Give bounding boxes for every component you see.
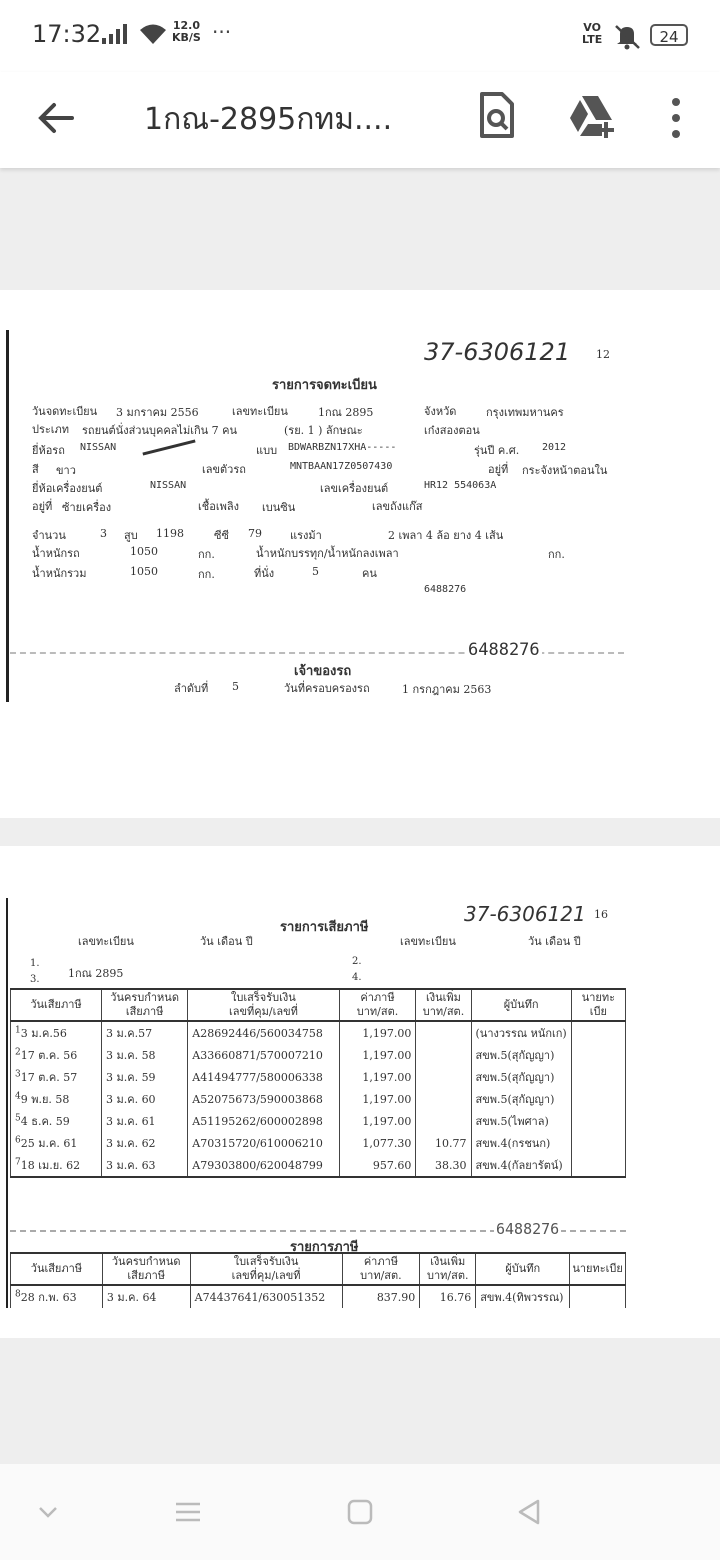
tax-table-2-header bbox=[11, 1253, 626, 1285]
registration-heading: รายการจดทะเบียน bbox=[272, 378, 377, 393]
cell-recorder: สขพ.5(สุกัญญา) bbox=[471, 1066, 571, 1088]
cell-receipt: A70315720/610006210 bbox=[188, 1132, 339, 1154]
cell-registrar bbox=[571, 1066, 625, 1088]
tax-heading-2: รายการภาษี bbox=[290, 1240, 359, 1255]
cell-receipt: A33660871/570007210 bbox=[188, 1044, 339, 1066]
reg-date-value: 3 มกราคม 2556 bbox=[116, 406, 199, 419]
registration-record bbox=[0, 290, 720, 818]
col-recorder: ผู้บันทึก bbox=[471, 989, 571, 1021]
page-number-2: 16 bbox=[594, 908, 608, 921]
table-row bbox=[11, 1110, 626, 1132]
cell-due: 3 ม.ค. 60 bbox=[101, 1088, 187, 1110]
tax-table bbox=[10, 988, 626, 1178]
row-number: 6 bbox=[15, 1135, 21, 1146]
cell-receipt: A52075673/590003868 bbox=[188, 1088, 339, 1110]
type-code: (รย. 1 ) ลักษณะ bbox=[284, 424, 363, 437]
cell-tax: 837.90 bbox=[342, 1285, 420, 1308]
cell-paid-date: 3 ม.ค.56 bbox=[20, 1027, 67, 1040]
tax-record bbox=[0, 846, 720, 1338]
cell-extra bbox=[416, 1044, 471, 1066]
cell-registrar bbox=[571, 1088, 625, 1110]
cell-due: 3 ม.ค. 62 bbox=[101, 1132, 187, 1154]
cell-recorder: สขพ.4(ทิพวรรณ) bbox=[476, 1285, 570, 1308]
row-number: 8 bbox=[15, 1289, 21, 1300]
handwritten-number-2: 37-6306121 bbox=[464, 902, 586, 926]
handwritten-number: 37-6306121 bbox=[424, 338, 571, 366]
cell-receipt: A28692446/560034758 bbox=[188, 1021, 339, 1044]
seat-label: ที่นั่ง bbox=[254, 567, 275, 580]
cell-paid-date: 17 ต.ค. 56 bbox=[20, 1049, 78, 1062]
cell-registrar bbox=[571, 1110, 625, 1132]
table-row bbox=[11, 1066, 626, 1088]
owner-heading: เจ้าของรถ bbox=[294, 664, 352, 679]
plate-row-4: 4. bbox=[352, 972, 362, 983]
chassis-location-value: กระจังหน้าตอนใน bbox=[522, 464, 608, 477]
cell-extra bbox=[416, 1088, 471, 1110]
cell-paid-date: 25 ม.ค. 61 bbox=[20, 1137, 78, 1150]
engine-brand-label: ยี่ห้อเครื่องยนต์ bbox=[32, 482, 103, 495]
navigation-bar bbox=[0, 1464, 720, 1560]
table-row bbox=[11, 1285, 626, 1308]
col-registrar: นายทะเบีย bbox=[570, 1253, 626, 1285]
total-weight-value: 1050 bbox=[130, 565, 158, 578]
cell-recorder: สขพ.5(ไพศาล) bbox=[471, 1110, 571, 1132]
col-registrar: นายทะเบีย bbox=[571, 989, 625, 1021]
cell-paid-date: 28 ก.พ. 63 bbox=[20, 1291, 77, 1304]
chassis-value: MNTBAAN17Z0507430 bbox=[290, 461, 393, 472]
cell-registrar bbox=[571, 1154, 625, 1177]
page-number: 12 bbox=[596, 348, 610, 361]
cell-recorder: สขพ.5(สุกัญญา) bbox=[471, 1044, 571, 1066]
cell-due: 3 ม.ค. 61 bbox=[101, 1110, 187, 1132]
col-paid-date: วันเสียภาษี bbox=[11, 989, 102, 1021]
cell-registrar bbox=[571, 1132, 625, 1154]
color-label: สี bbox=[32, 463, 39, 476]
signal-icon bbox=[100, 22, 130, 46]
back-triangle-icon[interactable] bbox=[512, 1494, 548, 1530]
cell-receipt: A79303800/620048799 bbox=[188, 1154, 339, 1177]
chassis-label: เลขตัวรถ bbox=[202, 463, 246, 476]
col-recorder: ผู้บันทึก bbox=[476, 1253, 570, 1285]
col-extra: เงินเพิ่ม บาท/สต. bbox=[420, 1253, 476, 1285]
count-label: จำนวน bbox=[32, 529, 66, 542]
date-header-left: วัน เดือน ปี bbox=[200, 935, 253, 948]
drive-add-icon[interactable] bbox=[566, 90, 618, 142]
date-header-right: วัน เดือน ปี bbox=[528, 935, 581, 948]
row-number: 2 bbox=[15, 1047, 21, 1058]
weight-unit: กก. bbox=[198, 548, 215, 561]
hp-value: 79 bbox=[248, 527, 262, 540]
table-row bbox=[11, 1154, 626, 1177]
row-number: 4 bbox=[15, 1091, 21, 1102]
home-square-icon[interactable] bbox=[342, 1494, 378, 1530]
col-tax: ค่าภาษี บาท/สต. bbox=[339, 989, 416, 1021]
col-receipt: ใบเสร็จรับเงิน เลขที่คุม/เลขที่ bbox=[190, 1253, 342, 1285]
weight-label: น้ำหนักรถ bbox=[32, 547, 80, 560]
cell-extra bbox=[416, 1066, 471, 1088]
engine-location-label: อยู่ที่ bbox=[32, 500, 53, 513]
cell-due: 3 ม.ค. 64 bbox=[102, 1285, 190, 1308]
table-row bbox=[11, 1044, 626, 1066]
gas-tank-label: เลขถังแก๊ส bbox=[372, 500, 423, 513]
app-bar bbox=[0, 72, 720, 168]
engine-brand-value: NISSAN bbox=[150, 480, 187, 491]
cell-recorder: สขพ.5(สุกัญญา) bbox=[471, 1088, 571, 1110]
status-time: 17:32 bbox=[32, 20, 102, 48]
cell-due: 3 ม.ค. 58 bbox=[101, 1044, 187, 1066]
col-due-date: วันครบกำหนด เสียภาษี bbox=[101, 989, 187, 1021]
more-vert-icon[interactable] bbox=[660, 92, 692, 144]
serial-page2: 6488276 bbox=[496, 1220, 560, 1238]
plate-header-right: เลขทะเบียน bbox=[400, 935, 456, 948]
pen-stroke bbox=[142, 440, 195, 456]
volte-indicator: VO LTE bbox=[582, 21, 603, 46]
col-extra: เงินเพิ่ม บาท/สต. bbox=[416, 989, 471, 1021]
chassis-location-label: อยู่ที่ bbox=[488, 463, 509, 476]
col-paid-date: วันเสียภาษี bbox=[11, 1253, 103, 1285]
battery-indicator: 24 bbox=[650, 24, 688, 46]
total-weight-label: น้ำหนักรวม bbox=[32, 567, 87, 580]
province-label: จังหวัด bbox=[424, 405, 457, 418]
cell-tax: 957.60 bbox=[339, 1154, 416, 1177]
bell-muted-icon bbox=[612, 22, 642, 50]
type-label: ประเภท bbox=[32, 423, 70, 436]
plate-row-3: 3. bbox=[30, 974, 40, 985]
engine-no-label: เลขเครื่องยนต์ bbox=[320, 482, 389, 495]
seat-value: 5 bbox=[312, 565, 319, 578]
row-number: 5 bbox=[15, 1113, 21, 1124]
seat-unit: คน bbox=[362, 567, 377, 580]
axle-wheel-value: 2 เพลา 4 ล้อ ยาง 4 เส้น bbox=[388, 529, 504, 542]
reg-no-value: 1กณ 2895 bbox=[318, 406, 374, 419]
cell-tax: 1,197.00 bbox=[339, 1044, 416, 1066]
table-row bbox=[11, 1132, 626, 1154]
arrow-left-icon[interactable] bbox=[32, 94, 80, 142]
plate-row-1-value: 1กณ 2895 bbox=[68, 967, 124, 980]
load-label: น้ำหนักบรรทุก/น้ำหนักลงเพลา bbox=[256, 547, 399, 560]
count-value: 3 bbox=[100, 527, 107, 540]
plate-row-1: 1. bbox=[30, 958, 40, 969]
row-number: 7 bbox=[15, 1157, 21, 1168]
table-row bbox=[11, 1021, 626, 1044]
cell-extra: 10.77 bbox=[416, 1132, 471, 1154]
document-page-2 bbox=[0, 846, 720, 1338]
owner-order-label: ลำดับที่ bbox=[174, 682, 209, 695]
google-lens-icon[interactable] bbox=[472, 90, 520, 142]
cell-paid-date: 9 พ.ย. 58 bbox=[20, 1093, 70, 1106]
model-label: แบบ bbox=[256, 444, 278, 457]
cell-paid-date: 4 ธ.ค. 59 bbox=[20, 1115, 70, 1128]
document-page-1 bbox=[0, 290, 720, 818]
col-tax: ค่าภาษี บาท/สต. bbox=[342, 1253, 420, 1285]
cell-registrar bbox=[570, 1285, 626, 1308]
possession-date-label: วันที่ครอบครองรถ bbox=[284, 682, 370, 695]
cylinder-label: สูบ bbox=[124, 529, 138, 542]
row-number: 1 bbox=[15, 1025, 21, 1036]
possession-date-value: 1 กรกฎาคม 2563 bbox=[402, 683, 492, 696]
fuel-value: เบนซิน bbox=[262, 501, 296, 514]
cell-extra bbox=[416, 1110, 471, 1132]
cell-tax: 1,197.00 bbox=[339, 1088, 416, 1110]
reg-no-label: เลขทะเบียน bbox=[232, 405, 288, 418]
cell-extra: 16.76 bbox=[420, 1285, 476, 1308]
menu-icon[interactable] bbox=[170, 1494, 206, 1530]
year-value: 2012 bbox=[542, 442, 567, 453]
owner-order-value: 5 bbox=[232, 680, 239, 693]
col-receipt: ใบเสร็จรับเงิน เลขที่คุม/เลขที่ bbox=[188, 989, 339, 1021]
cell-registrar bbox=[571, 1044, 625, 1066]
cell-tax: 1,197.00 bbox=[339, 1021, 416, 1044]
color-value: ขาว bbox=[56, 464, 76, 477]
network-speed: 12.0 KB/S bbox=[172, 19, 201, 44]
engine-no-value: HR12 554063A bbox=[424, 480, 497, 491]
body-style-value: เก๋งสองตอน bbox=[424, 424, 480, 437]
reg-date-label: วันจดทะเบียน bbox=[32, 405, 98, 418]
cell-receipt: A74437641/630051352 bbox=[190, 1285, 342, 1308]
year-label: รุ่นปี ค.ศ. bbox=[474, 444, 520, 457]
cell-extra bbox=[416, 1021, 471, 1044]
cell-due: 3 ม.ค. 59 bbox=[101, 1066, 187, 1088]
cell-tax: 1,197.00 bbox=[339, 1066, 416, 1088]
document-title: 1กณ-2895กทม.... bbox=[144, 102, 393, 137]
serial-small: 6488276 bbox=[424, 584, 467, 595]
wifi-icon bbox=[138, 22, 168, 46]
chevron-down-icon[interactable] bbox=[30, 1494, 66, 1530]
plate-row-2: 2. bbox=[352, 956, 362, 967]
more-notifications-icon: ··· bbox=[212, 20, 232, 44]
cc-label: ซีซี bbox=[214, 529, 229, 542]
load-unit: กก. bbox=[548, 548, 565, 561]
status-bar bbox=[0, 0, 720, 72]
cell-paid-date: 18 เม.ย. 62 bbox=[20, 1159, 81, 1172]
tax-table-2 bbox=[10, 1252, 626, 1308]
type-value: รถยนต์นั่งส่วนบุคคลไม่เกิน 7 คน bbox=[82, 424, 238, 437]
cell-tax: 1,077.30 bbox=[339, 1132, 416, 1154]
brand-value: NISSAN bbox=[80, 442, 117, 453]
tax-heading: รายการเสียภาษี bbox=[280, 920, 369, 935]
cell-recorder: (นางวรรณ หนักเก) bbox=[471, 1021, 571, 1044]
cell-receipt: A41494777/580006338 bbox=[188, 1066, 339, 1088]
hp-label: แรงม้า bbox=[290, 529, 322, 542]
total-weight-unit: กก. bbox=[198, 568, 215, 581]
cell-due: 3 ม.ค.57 bbox=[101, 1021, 187, 1044]
brand-label: ยี่ห้อรถ bbox=[32, 444, 65, 457]
engine-location-value: ซ้ายเครื่อง bbox=[62, 501, 112, 514]
cell-registrar bbox=[571, 1021, 625, 1044]
weight-value: 1050 bbox=[130, 545, 158, 558]
cell-recorder: สขพ.4(กัลยารัตน์) bbox=[471, 1154, 571, 1177]
tax-table-header bbox=[11, 989, 626, 1021]
model-value: BDWARBZN17XHA----- bbox=[288, 442, 397, 453]
table-row bbox=[11, 1088, 626, 1110]
plate-header-left: เลขทะเบียน bbox=[78, 935, 134, 948]
cc-value: 1198 bbox=[156, 527, 184, 540]
cell-receipt: A51195262/600002898 bbox=[188, 1110, 339, 1132]
cell-recorder: สขพ.4(กรชนก) bbox=[471, 1132, 571, 1154]
col-due-date: วันครบกำหนด เสียภาษี bbox=[102, 1253, 190, 1285]
fuel-label: เชื้อเพลิง bbox=[198, 500, 239, 513]
row-number: 3 bbox=[15, 1069, 21, 1080]
cell-due: 3 ม.ค. 63 bbox=[101, 1154, 187, 1177]
cell-extra: 38.30 bbox=[416, 1154, 471, 1177]
province-value: กรุงเทพมหานคร bbox=[486, 406, 564, 419]
cell-tax: 1,197.00 bbox=[339, 1110, 416, 1132]
serial-large: 6488276 bbox=[468, 640, 540, 660]
cell-paid-date: 17 ต.ค. 57 bbox=[20, 1071, 78, 1084]
